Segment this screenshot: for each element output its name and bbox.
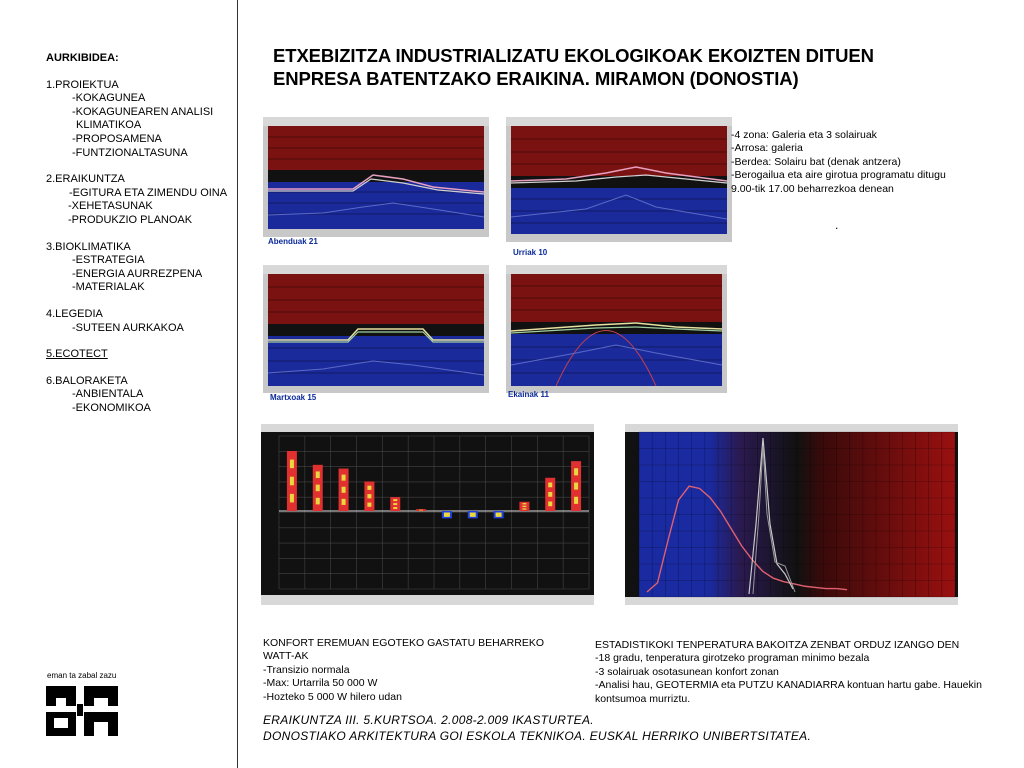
bar-stripe xyxy=(393,507,397,509)
chart-jun-svg xyxy=(506,265,727,393)
toc-item[interactable]: -ANBIENTALA xyxy=(72,388,144,401)
chart-caption-june: Ekainak 11 xyxy=(508,390,549,399)
bar-stripe xyxy=(522,506,526,507)
temperature-stats-notes xyxy=(595,639,982,706)
stray-dot: . xyxy=(835,218,839,232)
toc-section-label-active[interactable]: 5.ECOTECT xyxy=(46,348,108,361)
bar-stripe xyxy=(367,503,371,507)
footer-line-1: ERAIKUNTZA III. 5.KURTSOA. 2.008-2.009 IKASTURTEA. xyxy=(263,713,594,727)
stats-line: -Analisi hau, GEOTERMIA eta PUTZU KANADIARRA kontuan hartu gabe. Hauekin xyxy=(595,679,982,692)
toc-section-2[interactable] xyxy=(46,173,227,227)
toc-item[interactable]: -ESTRATEGIA xyxy=(72,254,145,267)
toc-section-label[interactable]: 2.ERAIKUNTZA xyxy=(46,173,125,186)
toc-section-1[interactable] xyxy=(46,79,227,161)
toc-heading: AURKIBIDEA: xyxy=(46,52,119,64)
comfort-line: KONFORT EREMUAN EGOTEKO GASTATU BEHARREKO xyxy=(263,637,545,649)
bar-stripe xyxy=(316,498,320,505)
toc-item[interactable]: -KOKAGUNEA xyxy=(72,92,146,105)
bar-stripe xyxy=(290,477,294,486)
bar-stripe xyxy=(290,494,294,503)
bar-stripe xyxy=(342,475,346,481)
footer xyxy=(263,712,811,744)
bar-stripe xyxy=(522,503,526,504)
toc-section-label[interactable]: 4.LEGEDIA xyxy=(46,307,103,320)
toc-item[interactable]: -PRODUKZIO PLANOAK xyxy=(68,213,193,226)
bar-stripe xyxy=(393,499,397,501)
chart-caption-march: Martxoak 15 xyxy=(270,393,317,402)
bar-stripe xyxy=(393,503,397,505)
stats-line: -18 gradu, tenperatura girotzeko programan minimo bezala xyxy=(595,652,870,665)
title-line-2: ENPRESA BATENTZAKO ERAIKINA. MIRAMON (DONOSTIA) xyxy=(273,68,799,89)
chart-dec-svg xyxy=(263,117,489,237)
toc-item-active[interactable]: -XEHETASUNAK xyxy=(68,200,153,213)
comfort-line: WATT-AK xyxy=(263,650,309,663)
bar-stripe xyxy=(574,497,578,504)
bar-stripe xyxy=(290,460,294,469)
toc-item[interactable]: -SUTEEN AURKAKOA xyxy=(72,321,184,334)
bar-stripe xyxy=(522,508,526,509)
chart-caption-december: Abenduak 21 xyxy=(268,237,318,246)
toc-item[interactable]: -KOKAGUNEAREN ANALISI xyxy=(72,105,214,118)
toc-section-label[interactable]: 3.BIOKLIMATIKA xyxy=(46,240,131,253)
temperature-chart-october xyxy=(506,117,732,242)
title-line-1: ETXEBIZITZA INDUSTRIALIZATU EKOLOGIKOAK EKOIZTEN DITUEN xyxy=(273,45,874,66)
note-line: -4 zona: Galeria eta 3 solairuak xyxy=(731,129,877,141)
toc-item[interactable]: -MATERIALAK xyxy=(72,281,145,294)
stats-line: -3 solairuak osotasunean konfort zonan xyxy=(595,665,779,678)
chart-mar-svg xyxy=(263,265,489,393)
temperature-chart-december xyxy=(263,117,489,237)
bar-stripe xyxy=(470,513,476,517)
toc-item[interactable]: -EKONOMIKOA xyxy=(72,401,151,414)
distribution-chart-svg xyxy=(625,424,958,605)
footer-line-2: DONOSTIAKO ARKITEKTURA GOI ESKOLA TEKNIKOA. EUSKAL HERRIKO UNIBERTSITATEA. xyxy=(263,729,812,743)
toc-item[interactable]: -PROPOSAMENA xyxy=(72,132,162,145)
bar-chart-svg xyxy=(261,424,594,605)
note-line: -Berdea: Solairu bat (denak antzera) xyxy=(731,155,901,168)
note-line: -Arrosa: galeria xyxy=(731,142,803,155)
chart-caption-october: Urriak 10 xyxy=(513,248,548,257)
toc-item[interactable]: -FUNTZIONALTASUNA xyxy=(72,146,188,159)
chart-oct-svg xyxy=(506,117,732,242)
page-title xyxy=(273,44,993,90)
note-line: 9.00-tik 17.00 beharrezkoa denean xyxy=(731,182,894,195)
bar-stripe xyxy=(316,485,320,492)
comfort-energy-notes xyxy=(263,637,544,704)
bar-stripe xyxy=(444,513,450,517)
toc-section-5[interactable] xyxy=(46,348,227,362)
comfort-line: -Hozteko 5 000 W hilero udan xyxy=(263,690,402,703)
toc-item[interactable]: -EGITURA ETA ZIMENDU OINA xyxy=(69,186,228,199)
simulation-notes xyxy=(731,129,946,196)
toc-section-6[interactable] xyxy=(46,375,227,416)
bar-stripe xyxy=(548,492,552,497)
toc-item[interactable]: KLIMATIKOA xyxy=(76,119,142,132)
bar-stripe xyxy=(574,483,578,490)
temperature-chart-june xyxy=(506,265,727,393)
toc-section-4[interactable] xyxy=(46,308,227,335)
bar-stripe xyxy=(367,494,371,498)
temperature-distribution-chart xyxy=(625,424,958,605)
bar-stripe xyxy=(342,499,346,505)
monthly-energy-chart xyxy=(261,424,594,605)
sidebar-divider xyxy=(237,0,238,768)
bar-stripe xyxy=(316,471,320,478)
toc-section-label[interactable]: 1.PROIEKTUA xyxy=(46,78,119,91)
toc-section-3[interactable] xyxy=(46,241,227,295)
logo-caption: eman ta zabal zazu xyxy=(47,671,117,680)
university-logo xyxy=(44,684,120,738)
temperature-chart-march xyxy=(263,265,489,393)
bar-stripe xyxy=(548,483,552,488)
stats-line: kontsumoa murriztu. xyxy=(595,692,691,705)
bar-stripe xyxy=(342,487,346,493)
stats-line: ESTADISTIKOKI TENPERATURA BAKOITZA ZENBAT ORDUZ IZANGO DEN xyxy=(595,639,960,651)
toc-section-label[interactable]: 6.BALORAKETA xyxy=(46,374,128,387)
table-of-contents xyxy=(46,52,227,428)
note-line: -Berogailua eta aire girotua programatu ditugu xyxy=(731,169,946,182)
bar-stripe xyxy=(548,502,552,507)
comfort-line: -Max: Urtarrila 50 000 W xyxy=(263,677,378,690)
bar-stripe xyxy=(367,486,371,490)
bar-stripe xyxy=(574,468,578,475)
toc-item[interactable]: -ENERGIA AURREZPENA xyxy=(72,267,203,280)
comfort-line: -Transizio normala xyxy=(263,663,350,676)
bar-stripe xyxy=(496,513,502,517)
sidebar xyxy=(0,0,238,768)
